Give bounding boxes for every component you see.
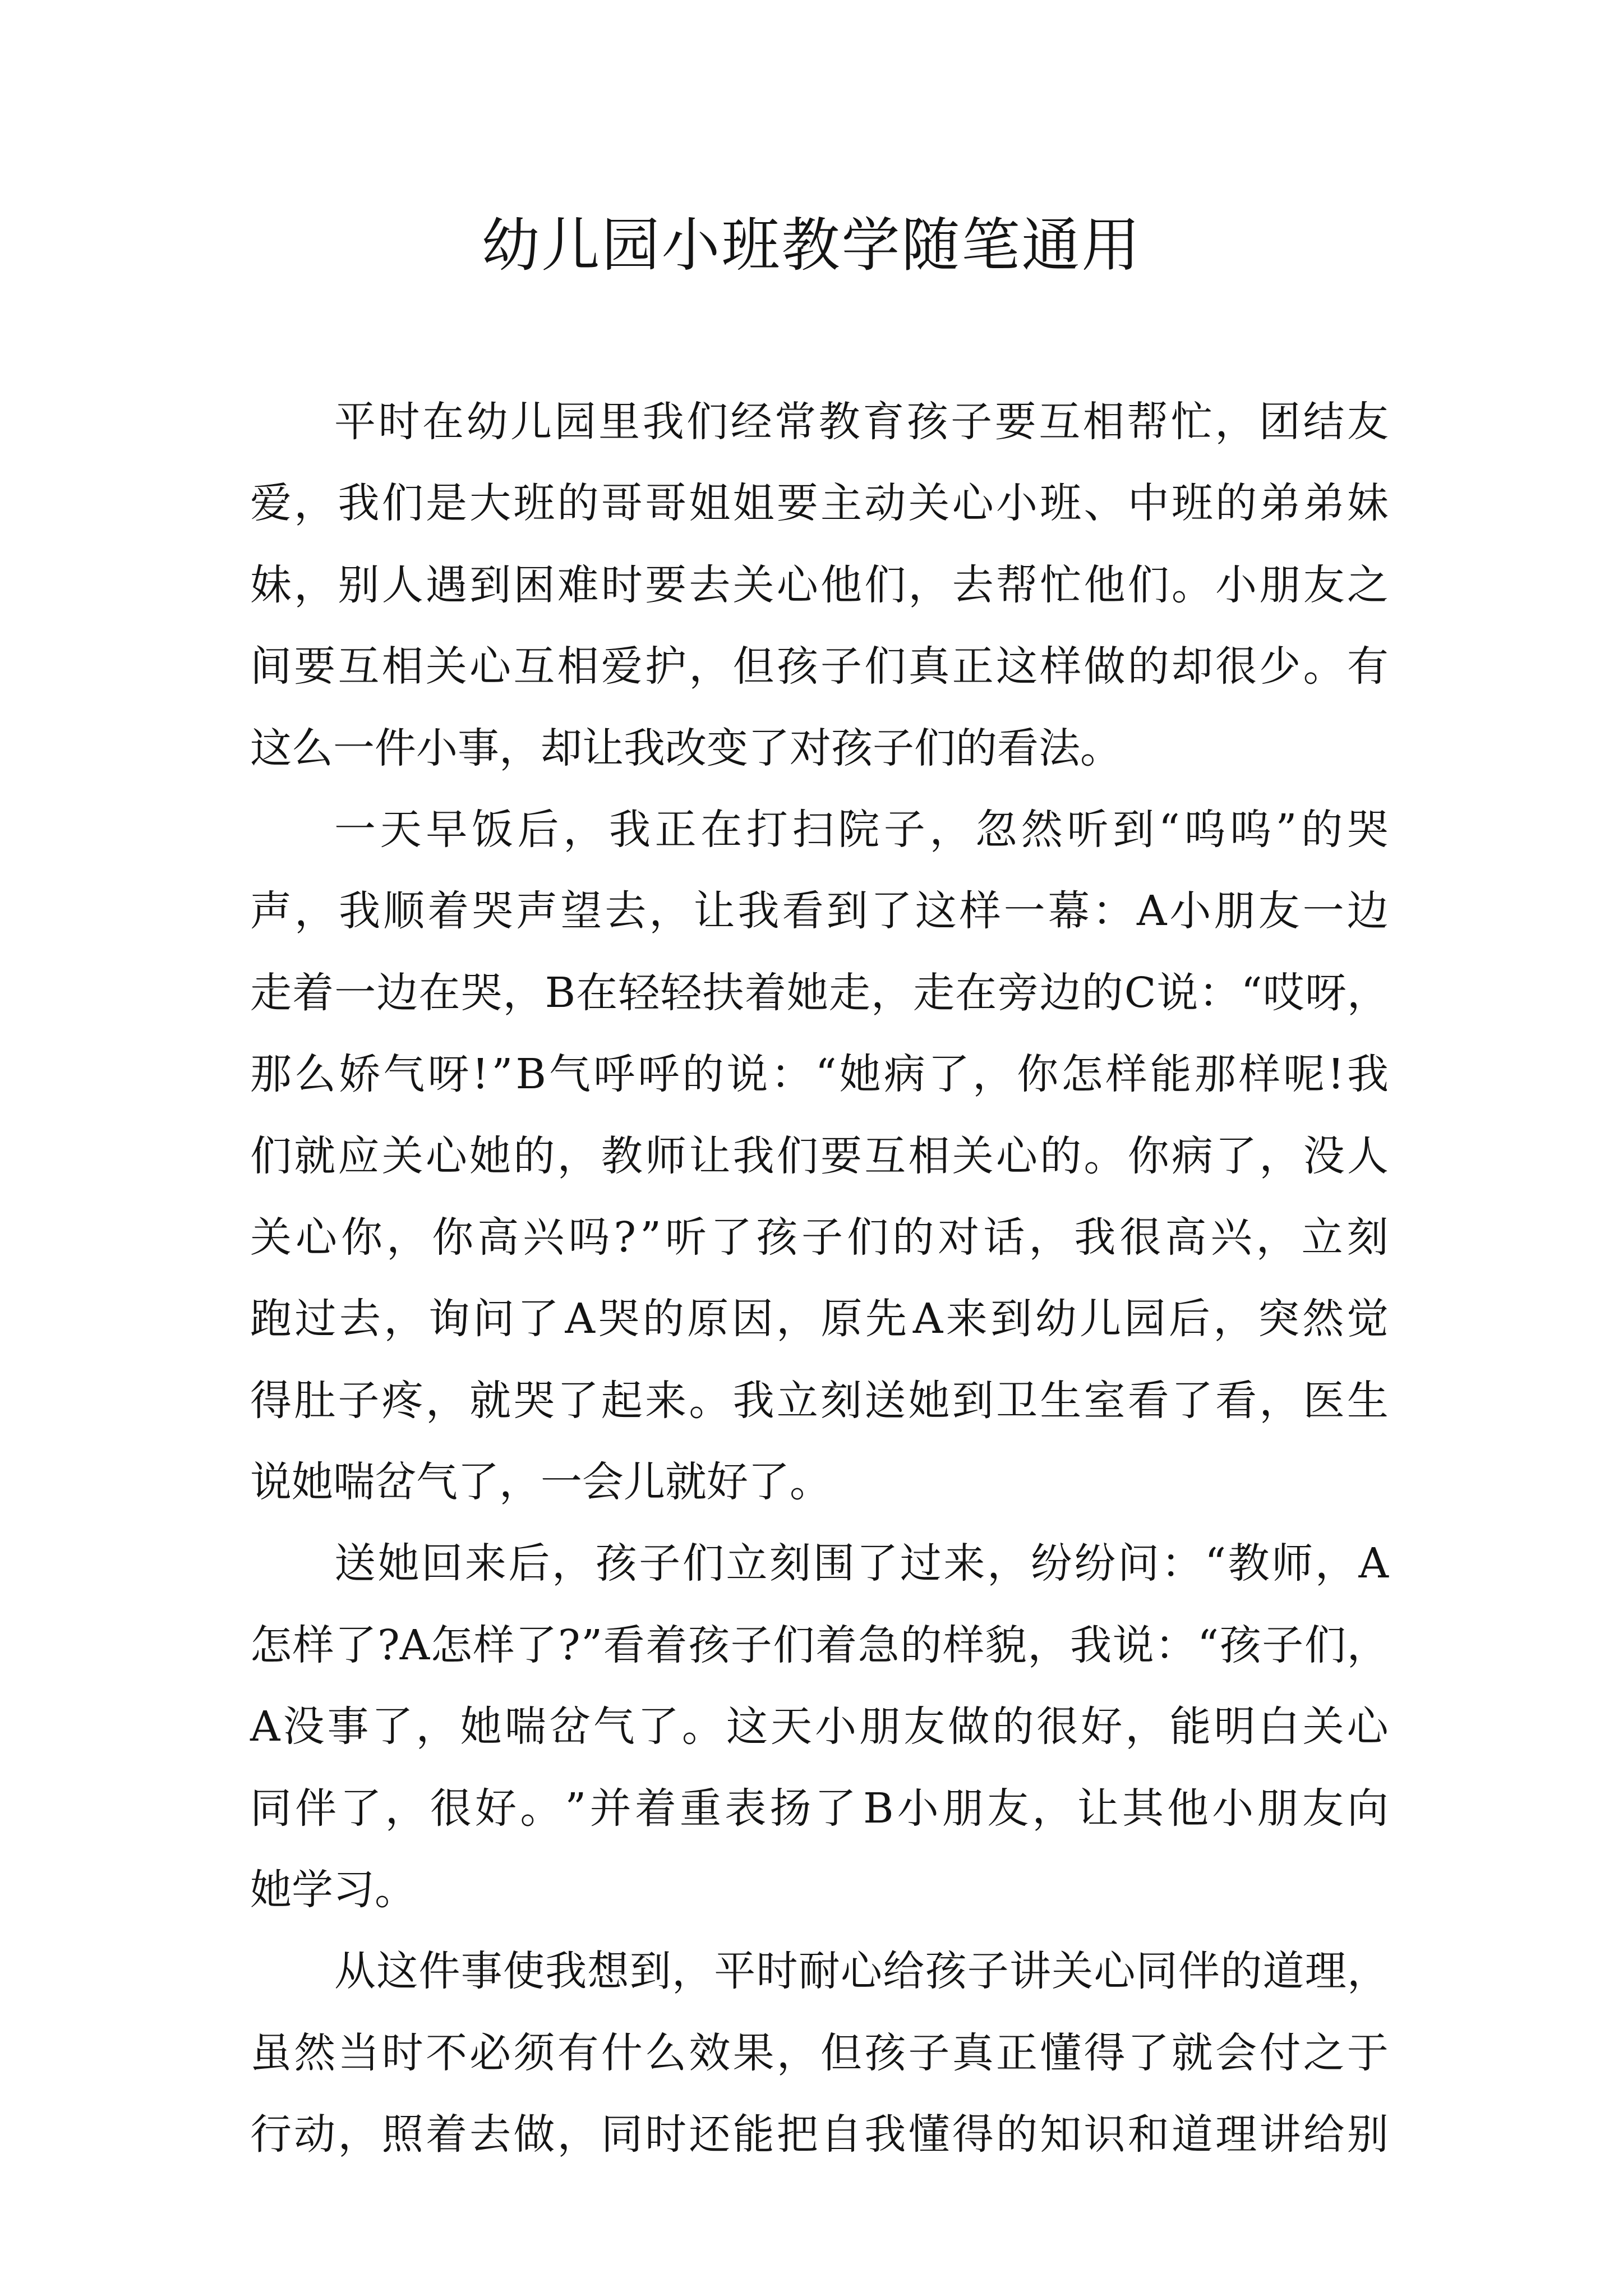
document-body [250, 381, 1389, 2176]
text-line: 怎 样 了 ?A 怎 样 了 ? ” 看 着 孩 子 们 着 急 的 样 貌 ， 我 说 ： “ 孩 子 们 ， [250, 1621, 1389, 1669]
text-line: 关 心 你 ， 你 高 兴 吗 ? ” 听 了 孩 子 们 的 对 话 ， 我 很 高 兴 ， 立 刻 [250, 1213, 1389, 1262]
text-line: 从 这 件 事 使 我 想 到 ， 平 时 耐 心 给 孩 子 讲 关 心 同 伴 的 道 理 ， [334, 1947, 1389, 1996]
document-title: 幼儿园小班教学随笔通用 [481, 211, 1142, 279]
text-line: 间 要 互 相 关 心 互 相 爱 护 ， 但 孩 子 们 真 正 这 样 做 的 却 很 少 。 有 [250, 642, 1389, 691]
text-line: 一 天 早 饭 后 ， 我 正 在 打 扫 院 子 ， 忽 然 听 到 “ 呜 呜 ” 的 哭 [334, 805, 1389, 854]
text-line: 同 伴 了 ， 很 好 。 ” 并 着 重 表 扬 了 B 小 朋 友 ， 让 其 他 小 朋 友 向 [250, 1784, 1389, 1833]
text-line: 她 学 习 。 [250, 1866, 416, 1915]
text-line: 声 ， 我 顺 着 哭 声 望 去 ， 让 我 看 到 了 这 样 一 幕 ： A 小 朋 友 一 边 [250, 887, 1389, 936]
text-line: 平 时 在 幼 儿 园 里 我 们 经 常 教 育 孩 子 要 互 相 帮 忙 ， 团 结 友 [334, 398, 1389, 446]
text-line: 得 肚 子 疼 ， 就 哭 了 起 来 。 我 立 刻 送 她 到 卫 生 室 看 了 看 ， 医 生 [250, 1376, 1389, 1425]
text-line: 那 么 娇 气 呀 ! ” B 气 呼 呼 的 说 ： “ 她 病 了 ， 你 怎 样 能 那 样 呢 ! 我 [250, 1050, 1389, 1099]
text-line: 说 她 喘 岔 气 了 ， 一 会 儿 就 好 了 。 [250, 1458, 831, 1507]
text-line: 行 动 ， 照 着 去 做 ， 同 时 还 能 把 自 我 懂 得 的 知 识 和 道 理 讲 给 别 [250, 2110, 1389, 2159]
text-line: 虽 然 当 时 不 必 须 有 什 么 效 果 ， 但 孩 子 真 正 懂 得 了 就 会 付 之 于 [250, 2028, 1389, 2077]
text-line: 妹 ， 别 人 遇 到 困 难 时 要 去 关 心 他 们 ， 去 帮 忙 他 们 。 小 朋 友 之 [250, 560, 1389, 609]
text-line: 这 么 一 件 小 事 ， 却 让 我 改 变 了 对 孩 子 们 的 看 法 。 [250, 724, 1122, 772]
text-line: 送 她 回 来 后 ， 孩 子 们 立 刻 围 了 过 来 ， 纷 纷 问 ： “ 教 师 ， A [334, 1539, 1389, 1588]
text-line: A 没 事 了 ， 她 喘 岔 气 了 。 这 天 小 朋 友 做 的 很 好 ， 能 明 白 关 心 [250, 1703, 1389, 1751]
text-line: 走 着 一 边 在 哭 ， B 在 轻 轻 扶 着 她 走 ， 走 在 旁 边 的 C 说 ： “ 哎 呀 ， [250, 968, 1389, 1017]
text-line: 们 就 应 关 心 她 的 ， 教 师 让 我 们 要 互 相 关 心 的 。 你 病 了 ， 没 人 [250, 1131, 1389, 1180]
text-line: 爱 ， 我 们 是 大 班 的 哥 哥 姐 姐 要 主 动 关 心 小 班 、 中 班 的 弟 弟 妹 [250, 479, 1389, 528]
text-line: 跑 过 去 ， 询 问 了 A 哭 的 原 因 ， 原 先 A 来 到 幼 儿 园 后 ， 突 然 觉 [250, 1295, 1389, 1343]
